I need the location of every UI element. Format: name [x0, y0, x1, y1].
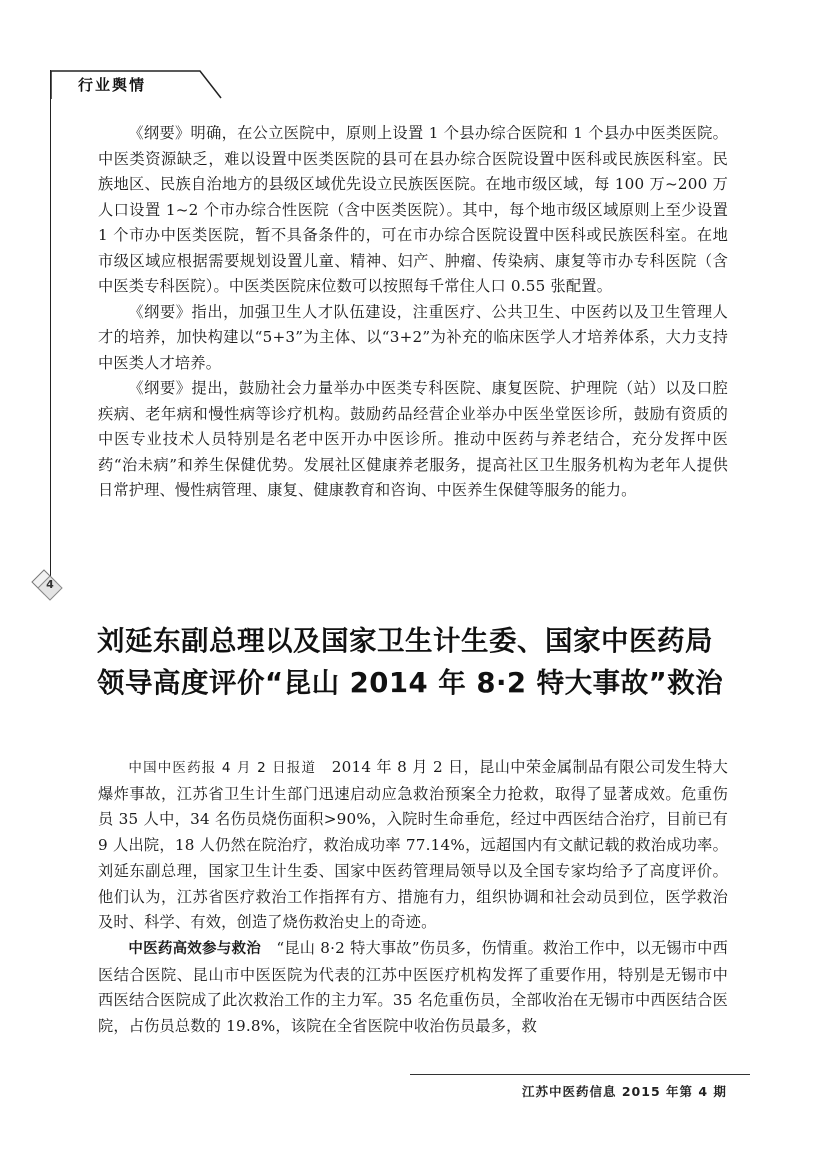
section-header-tab [50, 70, 220, 98]
page-number-badge [30, 567, 70, 607]
publication-footer: 江苏中医药信息 2015 年第 4 期 [522, 1084, 727, 1099]
article-title [97, 620, 737, 704]
paragraph: 《纲要》提出，鼓励社会力量举办中医类专科医院、康复医院、护理院（站）以及口腔疾病、老年病和慢性病等诊疗机构。鼓励药品经营企业举办中医坐堂医诊所，鼓励有资质的中医专业技术人员特别是名老中医开办中医诊所。推动中医药与养老结合，充分发挥中医药“治未病”和养生保健优势。发展社区健康养老服务，提高社区卫生服务机构为老年人提供日常护理、慢性病管理、康复、健康教育和咨询、中医养生保健等服务的能力。 [98, 379, 728, 499]
continued-article-text [98, 121, 728, 504]
article-body [98, 755, 728, 1040]
dateline: 中国中医药报 4 月 2 日报道 [128, 760, 317, 776]
paragraph: 《纲要》指出，加强卫生人才队伍建设，注重医疗、公共卫生、中医药以及卫生管理人才的培养，加快构建以“5+3”为主体、以“3+2”为补充的临床医学人才培养体系，大力支持中医类人才培养。 [98, 302, 728, 372]
paragraph [98, 755, 728, 936]
paragraph: 《纲要》明确，在公立医院中，原则上设置 1 个县办综合医院和 1 个县办中医类医院。中医类资源缺乏，难以设置中医类医院的县可在县办综合医院设置中医科或民族医科室。民族地区、民族自治地方的县级区域优先设立民族医医院。在地市级区域，每 100 万~200 万人口设置 1~2 个市办综合性医院（含中医类医院）。其中，每个地市级区域原则上至少设置 1 个市办中医类医院，暂不具备条件的，可在市办综合医院设置中医科或民族医科室。在地市级区域应根据需要规划设置儿童、精神、妇产、肿瘤、传染病、康复等市办专科医院（含中医类专科医院）。中医类医院床位数可以按照每千常住人口 0.55 张配置。 [98, 124, 728, 295]
footer-rule [410, 1074, 750, 1075]
paragraph [98, 936, 728, 1040]
subheading: 中医药高效参与救治 [128, 940, 261, 957]
article-title-line: 领导高度评价“昆山 2014 年 8·2 特大事故”救治 [97, 667, 724, 699]
paragraph-text: 2014 年 8 月 2 日，昆山中荣金属制品有限公司发生特大爆炸事故，江苏省卫生计生部门迅速启动应急救治预案全力抢救，取得了显著成效。危重伤员 35 人中，34 名伤员烧伤面积>90%，入院时生命垂危，经过中西医结合治疗，目前已有 9 人出院，18 人仍然在院治疗，救治成功率 77.14%，远超国内有文献记载的救治成功率。刘延东副总理，国家卫生计生委、国家中医药管理局领导以及全国专家均给予了高度评价。他们认为，江苏省医疗救治工作指挥有方、措施有力，组织协调和社会动员到位，医学救治及时、科学、有效，创造了烧伤救治史上的奇迹。 [98, 758, 728, 932]
article-title-line: 刘延东副总理以及国家卫生计生委、国家中医药局 [97, 625, 713, 657]
paragraph-text: “昆山 8·2 特大事故”伤员多，伤情重。救治工作中，以无锡市中西医结合医院、昆山市中医医院为代表的江苏中医医疗机构发挥了重要作用，特别是无锡市中西医结合医院成了此次救治工作的主力军。35 名危重伤员，全部收治在无锡市中西医结合医院，占伤员总数的 19.8%，该院在全省医院中收治伤员最多，救 [98, 938, 729, 1036]
section-label: 行业舆情 [78, 76, 147, 94]
page-number: 4 [46, 578, 54, 591]
left-margin-rule [50, 70, 51, 590]
